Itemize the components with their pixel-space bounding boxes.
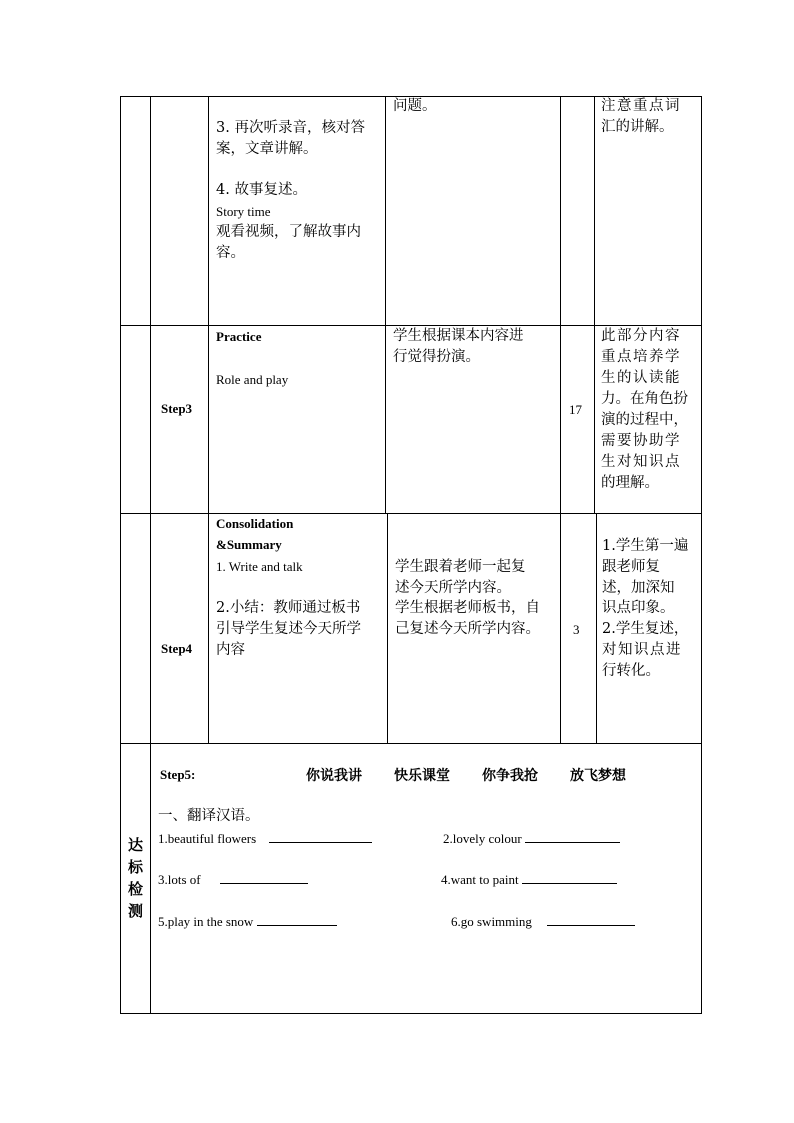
step2-student-line: 问题。 [393,98,437,114]
col-divider-note-a [594,96,595,514]
translation-item [451,912,635,932]
step3-student-line: 学生根据课本内容进 [393,328,524,344]
step5-slogan: 快乐课堂 [394,768,450,784]
step3-note-line: 生对知识点 [601,454,681,470]
translation-item-text: 4.want to paint [441,872,519,887]
step5-slogan: 放飞梦想 [570,768,626,784]
step2-note-line: 注意重点词 [601,98,681,114]
translation-item [443,829,620,849]
step3-note-line: 此部分内容 [601,328,681,344]
translation-item [158,829,372,849]
translation-item-text: 3.lots of [158,872,201,887]
step4-student-line: 己复述今天所学内容。 [395,621,540,637]
step4-activity-item: 1. Write and talk [216,559,303,574]
step4-time: 3 [573,622,580,637]
step4-note-line: 行转化。 [602,663,660,679]
col-divider-note-b [596,513,597,744]
step5-slogan: 你说我讲 [306,768,362,784]
table-right-border [701,96,702,1014]
translation-item [441,870,617,890]
step4-activity-line: 内容 [216,642,245,658]
translation-item [158,912,337,932]
step4-note-line: 2.学生复述， [602,621,689,637]
step4-activity-line: 引导学生复述今天所学 [216,621,361,637]
step4-note-line: 1.学生第一遍 [602,538,689,554]
step2-activity-line: 观看视频，了解故事内 [216,224,361,240]
step3-note-line: 的理解。 [601,475,659,491]
answer-blank[interactable] [547,913,635,926]
col-divider-student-a [385,96,386,514]
answer-blank[interactable] [220,871,308,884]
step3-student-line: 行觉得扮演。 [393,349,480,365]
translation-item-text: 5.play in the snow [158,914,254,929]
step4-student-line: 学生根据老师板书，自 [395,600,540,616]
translation-item-text: 6.go swimming [451,914,532,929]
step3-note-line: 重点培养学 [601,349,681,365]
col-divider-time-a [560,96,561,744]
step3-activity-title: Practice [216,329,262,344]
step5-slogan: 你争我抢 [482,768,538,784]
step3-label: Step3 [161,401,193,416]
translation-item-text: 1.beautiful flowers [158,831,257,846]
step2-activity-line: Story time [216,204,271,219]
step3-note-line: 力。在角色扮 [601,391,688,407]
col-divider-step [150,96,151,1014]
translation-item [158,870,308,890]
step5-side-label-char: 测 [128,902,144,920]
answer-blank[interactable] [269,830,372,843]
answer-blank[interactable] [525,830,620,843]
step4-activity-title: Consolidation [216,516,294,531]
step2-activity-line: 案，文章讲解。 [216,141,318,157]
step3-note-line: 演的过程中， [601,412,688,428]
step3-note-line: 需要协助学 [601,433,681,449]
step5-side-label-char: 达 [128,836,144,854]
step4-student-line: 学生跟着老师一起复 [395,559,526,575]
step4-note-line: 跟老师复 [602,559,660,575]
step5-side-label-char: 标 [128,858,144,876]
answer-blank[interactable] [522,871,617,884]
step4-activity-title: &Summary [216,537,282,552]
translation-item-text: 2.lovely colour [443,831,522,846]
step4-student-line: 述今天所学内容。 [395,580,511,596]
step4-note-line: 识点印象。 [602,600,675,616]
step4-label: Step4 [161,641,193,656]
table-bottom-border [120,1013,702,1014]
step5-side-label-char: 检 [128,880,144,898]
step3-activity-item: Role and play [216,372,289,387]
step5-section-title: 一、翻译汉语。 [158,808,260,824]
step4-note-line: 对知识点进 [602,642,682,658]
step2-activity-line: 3. 再次听录音，核对答 [216,120,365,136]
answer-blank[interactable] [257,913,337,926]
table-left-border [120,96,121,1014]
step4-activity-line: 2.小结：教师通过板书 [216,600,361,616]
step5-label: Step5: [160,767,196,782]
col-divider-activity [208,96,209,744]
step2-activity-line: 4. 故事复述。 [216,182,307,198]
step4-note-line: 述，加深知 [602,580,675,596]
step2-note-line: 汇的讲解。 [601,119,674,135]
step2-activity-line: 容。 [216,245,245,261]
col-divider-student-b [387,513,388,744]
step3-time: 17 [569,402,582,417]
step3-note-line: 生的认读能 [601,370,681,386]
